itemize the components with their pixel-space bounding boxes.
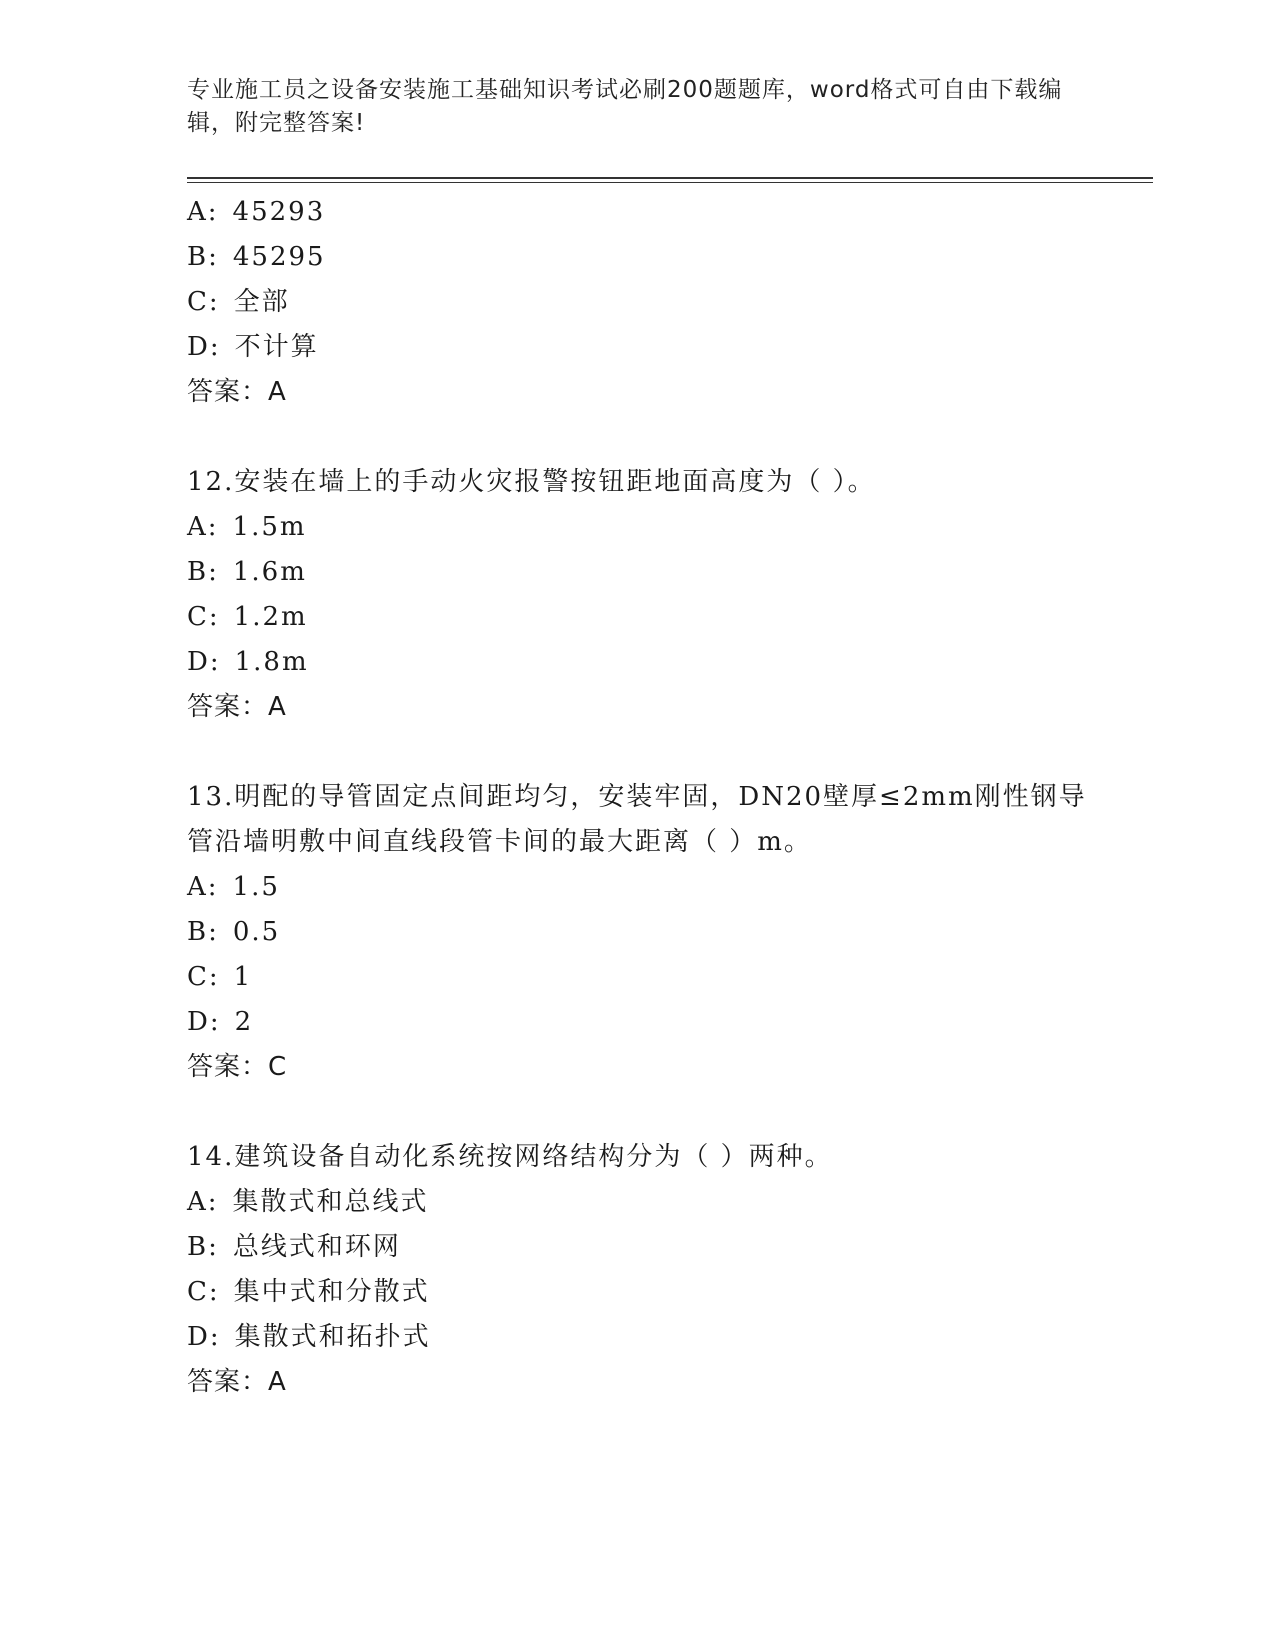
question-block xyxy=(187,1135,1107,1405)
page-header-title: 专业施工员之设备安装施工基础知识考试必刷200题题库，word格式可自由下载编辑，附完整答案! xyxy=(187,77,1063,136)
question-text: 13.明配的导管固定点间距均匀，安装牢固，DN20壁厚≤2mm刚性钢导管沿墙明敷中间直线段管卡间的最大距离（ ）m。 xyxy=(187,782,1087,857)
option-text: 1.5m xyxy=(232,512,307,542)
option-a xyxy=(187,1180,1107,1225)
option-text: 1 xyxy=(233,962,253,992)
option-text: 45295 xyxy=(232,242,326,272)
header-divider-top xyxy=(187,177,1153,179)
question-block xyxy=(187,190,1107,415)
option-label: D: xyxy=(187,1007,221,1037)
option-d xyxy=(187,1315,1107,1360)
option-label: B: xyxy=(187,1232,219,1262)
option-text: 1.8m xyxy=(234,647,309,677)
option-text: 全部 xyxy=(233,287,290,317)
option-text: 不计算 xyxy=(234,332,319,362)
option-label: A: xyxy=(187,1187,219,1217)
question-block xyxy=(187,460,1107,730)
option-label: C: xyxy=(187,602,220,632)
option-text: 2 xyxy=(234,1007,254,1037)
answer-line: 答案：A xyxy=(187,377,287,407)
option-d xyxy=(187,640,1107,685)
option-text: 集中式和分散式 xyxy=(233,1277,430,1307)
option-c xyxy=(187,595,1107,640)
question-block xyxy=(187,775,1107,1090)
option-label: A: xyxy=(187,512,219,542)
option-b xyxy=(187,235,1107,280)
answer-line: 答案：C xyxy=(187,1052,288,1082)
option-c xyxy=(187,280,1107,325)
option-text: 集散式和总线式 xyxy=(232,1187,429,1217)
option-label: C: xyxy=(187,962,220,992)
option-label: C: xyxy=(187,1277,220,1307)
option-d xyxy=(187,325,1107,370)
option-b xyxy=(187,1225,1107,1270)
option-b xyxy=(187,550,1107,595)
option-a xyxy=(187,505,1107,550)
answer-line: 答案：A xyxy=(187,692,287,722)
option-label: B: xyxy=(187,557,219,587)
option-label: D: xyxy=(187,1322,221,1352)
option-label: A: xyxy=(187,872,219,902)
answer-line: 答案：A xyxy=(187,1367,287,1397)
option-a xyxy=(187,190,1107,235)
option-text: 1.2m xyxy=(233,602,308,632)
block-spacer xyxy=(187,730,1107,775)
option-label: A: xyxy=(187,197,219,227)
option-text: 0.5 xyxy=(232,917,281,947)
option-label: D: xyxy=(187,332,221,362)
option-text: 45293 xyxy=(232,197,326,227)
question-text: 14.建筑设备自动化系统按网络结构分为（ ）两种。 xyxy=(187,1142,833,1172)
option-label: B: xyxy=(187,242,219,272)
option-label: B: xyxy=(187,917,219,947)
option-label: C: xyxy=(187,287,220,317)
option-d xyxy=(187,1000,1107,1045)
question-text: 12.安装在墙上的手动火灾报警按钮距地面高度为（ ）。 xyxy=(187,467,876,497)
option-text: 集散式和拓扑式 xyxy=(234,1322,431,1352)
option-text: 总线式和环网 xyxy=(232,1232,401,1262)
option-text: 1.5 xyxy=(232,872,280,902)
option-c xyxy=(187,1270,1107,1315)
option-text: 1.6m xyxy=(232,557,307,587)
option-label: D: xyxy=(187,647,221,677)
block-spacer xyxy=(187,1090,1107,1135)
option-c xyxy=(187,955,1107,1000)
block-spacer xyxy=(187,415,1107,460)
option-b xyxy=(187,910,1107,955)
question-list xyxy=(187,190,1107,1405)
header-divider-bottom xyxy=(187,182,1153,183)
option-a xyxy=(187,865,1107,910)
